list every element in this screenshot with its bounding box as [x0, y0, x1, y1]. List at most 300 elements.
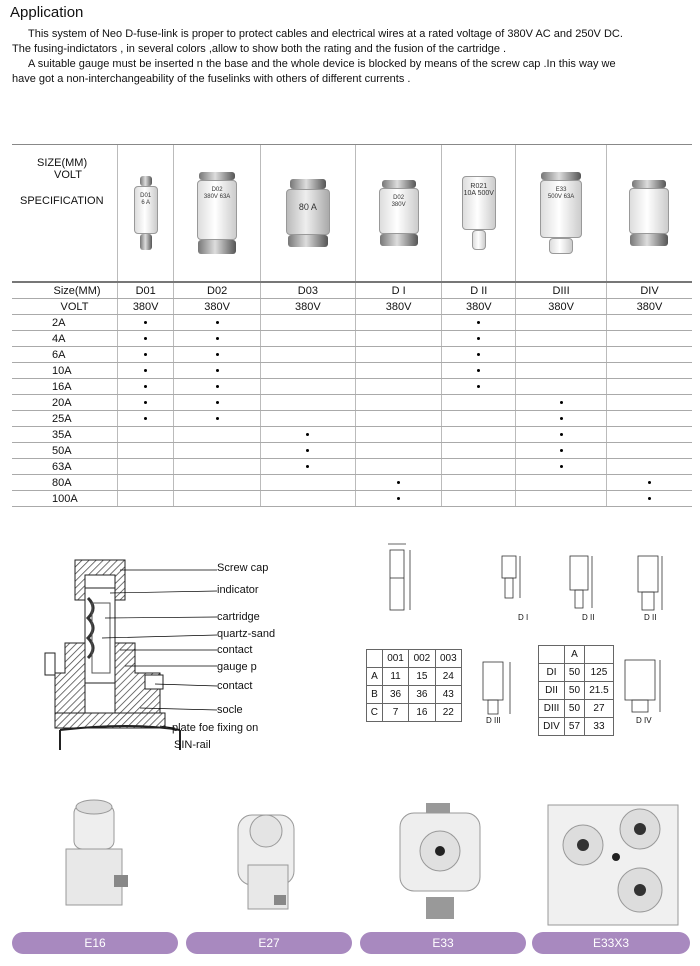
rating-row — [12, 379, 692, 395]
dimension-table-d-body — [539, 646, 614, 736]
availability-cell — [260, 395, 355, 411]
fuse-photo-d01 — [118, 145, 174, 283]
fuse-photo-diii — [516, 145, 607, 283]
dimension-cell: 001 — [382, 650, 408, 668]
available-dot — [648, 497, 651, 500]
base-label-e27: E27 — [186, 932, 352, 954]
dimension-cell: 50 — [565, 664, 585, 682]
available-dot — [216, 353, 219, 356]
dimension-cell: C — [367, 704, 383, 722]
fuse-d03-image — [286, 179, 330, 247]
rating-label-cell — [12, 427, 118, 443]
available-dot — [216, 417, 219, 420]
availability-cell — [174, 443, 261, 459]
dimension-cell: 002 — [409, 650, 435, 668]
availability-cell — [260, 363, 355, 379]
availability-cell — [516, 315, 607, 331]
available-dot — [306, 449, 309, 452]
availability-cell — [516, 491, 607, 507]
availability-cell — [516, 331, 607, 347]
availability-cell — [118, 427, 174, 443]
available-dot — [216, 385, 219, 388]
volt-header: VOLT — [54, 169, 82, 181]
availability-cell — [355, 347, 442, 363]
size-cell: DIII — [516, 282, 607, 299]
availability-cell — [118, 475, 174, 491]
availability-cell — [118, 347, 174, 363]
availability-cell — [442, 459, 516, 475]
availability-cell — [260, 491, 355, 507]
available-dot — [216, 337, 219, 340]
available-dot — [216, 369, 219, 372]
rating-label: 16A — [52, 380, 72, 393]
fuse-print-line: D01 — [140, 193, 152, 199]
rating-label: 10A — [52, 364, 72, 377]
availability-cell — [118, 315, 174, 331]
fuse-body — [462, 176, 496, 230]
availability-cell — [516, 459, 607, 475]
fuse-body — [134, 186, 158, 234]
availability-cell — [355, 411, 442, 427]
callout-indicator: indicator — [217, 584, 259, 596]
availability-cell — [118, 395, 174, 411]
availability-cell — [606, 331, 692, 347]
intro-paragraph-2: The fusing-indictators , in several colors ,allow to show both the rating and the fusion of the cartridge . — [12, 43, 507, 55]
availability-cell — [118, 491, 174, 507]
rating-row — [12, 331, 692, 347]
availability-cell — [118, 411, 174, 427]
intro-paragraph-1: This system of Neo D-fuse-link is proper to protect cables and electrical wires at a rated voltage of 380V AC and 250V DC. — [28, 28, 623, 40]
dimension-cell: A — [565, 646, 585, 664]
callout-cartridge: cartridge — [217, 611, 260, 623]
availability-cell — [118, 363, 174, 379]
availability-cell — [442, 491, 516, 507]
availability-cell — [118, 331, 174, 347]
availability-cell — [174, 411, 261, 427]
rating-label-cell — [12, 395, 118, 411]
rating-row — [12, 459, 692, 475]
fuse-print-line: 500V 63A — [547, 194, 575, 200]
availability-cell — [260, 443, 355, 459]
size-cell: D I — [355, 282, 442, 299]
callout-screw-cap: Screw cap — [217, 562, 269, 574]
availability-cell — [174, 459, 261, 475]
availability-cell — [174, 491, 261, 507]
availability-cell — [174, 347, 261, 363]
availability-cell — [516, 443, 607, 459]
dimension-cell: 43 — [435, 686, 461, 704]
dimension-row — [367, 686, 462, 704]
dimension-table-d0-body — [367, 650, 462, 722]
availability-cell — [174, 379, 261, 395]
rating-label: 63A — [52, 460, 72, 473]
rating-label: 6A — [52, 348, 66, 361]
dimension-cell: 24 — [435, 668, 461, 686]
availability-cell — [606, 411, 692, 427]
base-e16-graphic — [12, 795, 172, 927]
base-label-e16: E16 — [12, 932, 178, 954]
availability-cell — [442, 411, 516, 427]
availability-cell — [260, 427, 355, 443]
available-dot — [144, 417, 147, 420]
intro-paragraph-3: A suitable gauge must be inserted n the base and the whole device is blocked by means of the screw cap .In this way we — [28, 58, 616, 70]
availability-cell — [260, 459, 355, 475]
availability-cell — [442, 395, 516, 411]
availability-cell — [174, 331, 261, 347]
available-dot — [477, 385, 480, 388]
rating-label-cell — [12, 411, 118, 427]
available-dot — [306, 465, 309, 468]
volt-cell: 380V — [355, 299, 442, 315]
available-dot — [648, 481, 651, 484]
availability-cell — [442, 379, 516, 395]
fuse-cap — [541, 172, 581, 180]
available-dot — [560, 401, 563, 404]
spec-header-row — [12, 145, 692, 283]
dimension-row — [367, 704, 462, 722]
availability-cell — [442, 315, 516, 331]
available-dot — [560, 449, 563, 452]
dimension-cell: 50 — [565, 682, 585, 700]
fuse-dii-image — [462, 176, 496, 250]
availability-cell — [516, 427, 607, 443]
availability-cell — [442, 347, 516, 363]
dimension-cell: 003 — [435, 650, 461, 668]
rating-label: 50A — [52, 444, 72, 457]
availability-cell — [118, 443, 174, 459]
availability-cell — [606, 379, 692, 395]
fuse-photo-d03 — [260, 145, 355, 283]
availability-cell — [516, 411, 607, 427]
fuse-cap — [290, 179, 326, 189]
rating-label: 35A — [52, 428, 72, 441]
fuse-print-line: 80 A — [298, 202, 317, 212]
rating-row — [12, 427, 692, 443]
availability-cell — [606, 427, 692, 443]
availability-cell — [355, 443, 442, 459]
availability-cell — [174, 395, 261, 411]
rating-rows — [12, 315, 692, 507]
fuse-contact — [140, 234, 152, 250]
rating-label-cell — [12, 331, 118, 347]
available-dot — [477, 353, 480, 356]
rating-label-cell — [12, 443, 118, 459]
available-dot — [560, 433, 563, 436]
fuse-cap — [140, 176, 152, 186]
base-e16-photo — [12, 795, 172, 927]
base-label-e33x3: E33X3 — [532, 932, 690, 954]
volt-row — [12, 299, 692, 315]
dimension-cell: DIII — [539, 700, 565, 718]
availability-cell — [355, 379, 442, 395]
fuse-cap — [632, 180, 666, 188]
spec-header: SPECIFICATION — [20, 195, 104, 207]
dimension-cell: DIV — [539, 718, 565, 736]
availability-cell — [355, 395, 442, 411]
availability-cell — [174, 475, 261, 491]
fuse-spec-table — [12, 144, 692, 507]
fuse-print-line: E33 — [555, 187, 567, 193]
availability-cell — [442, 443, 516, 459]
size-row — [12, 282, 692, 299]
dimension-cell: DI — [539, 664, 565, 682]
dimension-cell: A — [367, 668, 383, 686]
label-d-iii: D III — [486, 716, 501, 725]
fuse-div-image — [629, 180, 669, 246]
volt-row-label: VOLT — [12, 299, 118, 315]
dimension-cell: 36 — [409, 686, 435, 704]
availability-cell — [516, 379, 607, 395]
fuse-print-line: D02 — [393, 195, 405, 201]
fuse-cap — [382, 180, 416, 188]
label-d-ii-a: D II — [582, 613, 595, 622]
rating-label-cell — [12, 491, 118, 507]
fuse-photo-dii — [442, 145, 516, 283]
fuse-diii-image — [540, 172, 582, 254]
available-dot — [306, 433, 309, 436]
availability-cell — [260, 347, 355, 363]
callout-socle: socle — [217, 704, 243, 716]
fuse-contact — [630, 234, 668, 246]
availability-cell — [442, 363, 516, 379]
volt-cell: 380V — [442, 299, 516, 315]
fuse-di-image — [379, 180, 419, 246]
dimension-cell: 11 — [382, 668, 408, 686]
availability-cell — [442, 427, 516, 443]
availability-cell — [260, 315, 355, 331]
size-cell: D03 — [260, 282, 355, 299]
dimension-cell: 33 — [584, 718, 613, 736]
base-e27-graphic — [190, 795, 350, 927]
available-dot — [560, 465, 563, 468]
dimension-cell — [367, 650, 383, 668]
fuse-print-line: D02 — [211, 187, 223, 193]
dimension-cell: 16 — [409, 704, 435, 722]
rating-row — [12, 411, 692, 427]
size-cell: DIV — [606, 282, 692, 299]
available-dot — [477, 337, 480, 340]
dimension-cell: 27 — [584, 700, 613, 718]
dimension-row — [539, 646, 614, 664]
dimension-cell: 15 — [409, 668, 435, 686]
label-d-iv: D IV — [636, 716, 652, 725]
dimension-cell: 22 — [435, 704, 461, 722]
fuse-body — [379, 188, 419, 234]
fuse-photo-div — [606, 145, 692, 283]
rating-label-cell — [12, 347, 118, 363]
fuse-d02-image — [197, 172, 237, 254]
available-dot — [397, 497, 400, 500]
availability-cell — [260, 411, 355, 427]
dimension-cell: 125 — [584, 664, 613, 682]
rating-label-cell — [12, 459, 118, 475]
fuse-body — [197, 180, 237, 240]
fuse-d01-image — [134, 176, 158, 250]
fuse-print — [198, 181, 236, 201]
availability-cell — [606, 347, 692, 363]
rating-row — [12, 363, 692, 379]
available-dot — [397, 481, 400, 484]
dimension-row — [367, 650, 462, 668]
availability-cell — [355, 427, 442, 443]
availability-cell — [442, 475, 516, 491]
availability-cell — [606, 459, 692, 475]
availability-cell — [355, 331, 442, 347]
fuse-cap — [199, 172, 235, 180]
availability-cell — [118, 379, 174, 395]
dimension-cell — [584, 646, 613, 664]
available-dot — [144, 401, 147, 404]
rating-row — [12, 315, 692, 331]
available-dot — [144, 337, 147, 340]
available-dot — [216, 321, 219, 324]
availability-cell — [606, 363, 692, 379]
available-dot — [560, 417, 563, 420]
availability-cell — [355, 459, 442, 475]
dimension-cell: B — [367, 686, 383, 704]
rating-label: 80A — [52, 476, 72, 489]
dimension-cell: DII — [539, 682, 565, 700]
fuse-contact — [288, 235, 328, 247]
dimension-cell: 57 — [565, 718, 585, 736]
availability-cell — [606, 475, 692, 491]
fuse-print — [135, 187, 157, 207]
callout-contact-bottom: contact — [217, 680, 253, 692]
rating-row — [12, 395, 692, 411]
fuse-print-line: 380V 63A — [203, 194, 231, 200]
base-e33-graphic — [368, 795, 528, 927]
dimension-row — [539, 664, 614, 682]
rating-label-cell — [12, 363, 118, 379]
availability-cell — [516, 475, 607, 491]
callout-quartz-sand: quartz-sand — [217, 628, 276, 640]
callout-sin-rail: SIN-rail — [174, 739, 211, 751]
availability-cell — [606, 491, 692, 507]
fuse-photo-di — [355, 145, 442, 283]
available-dot — [144, 321, 147, 324]
size-cell: D II — [442, 282, 516, 299]
fuse-body — [286, 189, 330, 235]
intro-paragraph-4: have got a non-interchangeability of the fuselinks with others of different currents . — [12, 73, 411, 85]
availability-cell — [606, 395, 692, 411]
availability-cell — [606, 315, 692, 331]
size-cell: D01 — [118, 282, 174, 299]
availability-cell — [174, 427, 261, 443]
availability-cell — [174, 363, 261, 379]
fuse-body — [629, 188, 669, 234]
volt-cell: 380V — [260, 299, 355, 315]
available-dot — [477, 321, 480, 324]
base-e33-photo — [368, 795, 528, 927]
volt-cell: 380V — [118, 299, 174, 315]
fuse-print-line: 380V — [391, 202, 406, 208]
dimension-row — [539, 718, 614, 736]
availability-cell — [260, 331, 355, 347]
size-header: SIZE(MM) — [37, 157, 88, 169]
availability-cell — [260, 475, 355, 491]
available-dot — [144, 369, 147, 372]
rating-row — [12, 443, 692, 459]
rating-label: 25A — [52, 412, 72, 425]
fuse-print-line: 10A 500V — [463, 190, 494, 197]
availability-cell — [355, 363, 442, 379]
availability-cell — [606, 443, 692, 459]
base-label-e33: E33 — [360, 932, 526, 954]
dimension-cell — [539, 646, 565, 664]
available-dot — [477, 369, 480, 372]
rating-label-cell — [12, 475, 118, 491]
fuse-photo-d02 — [174, 145, 261, 283]
availability-cell — [260, 379, 355, 395]
size-row-label: Size(MM) — [12, 282, 118, 299]
rating-label: 4A — [52, 332, 66, 345]
size-cell: D02 — [174, 282, 261, 299]
spec-header-label — [12, 145, 118, 283]
available-dot — [216, 401, 219, 404]
callout-plate: plate foe fixing on — [172, 722, 259, 734]
availability-cell — [355, 475, 442, 491]
base-e27-photo — [190, 795, 350, 927]
fuse-body — [540, 180, 582, 238]
dimension-row — [367, 668, 462, 686]
dimension-table-d0 — [366, 649, 462, 722]
page-title: Application — [10, 4, 84, 21]
dimension-cell: 21.5 — [584, 682, 613, 700]
fuse-print — [541, 181, 581, 201]
fuse-tip — [549, 238, 573, 254]
rating-label: 2A — [52, 316, 66, 329]
availability-cell — [174, 315, 261, 331]
callout-contact-top: contact — [217, 644, 253, 656]
dimension-row — [539, 682, 614, 700]
availability-cell — [118, 459, 174, 475]
fuse-tip — [472, 230, 486, 250]
availability-cell — [442, 331, 516, 347]
label-d-ii-b: D II — [644, 613, 657, 622]
available-dot — [144, 353, 147, 356]
volt-cell: 380V — [516, 299, 607, 315]
base-e33x3-graphic — [538, 795, 698, 927]
volt-cell: 380V — [174, 299, 261, 315]
availability-cell — [516, 395, 607, 411]
fuse-contact — [198, 240, 236, 254]
intro-text — [12, 27, 692, 87]
rating-row — [12, 475, 692, 491]
rating-row — [12, 491, 692, 507]
fuse-print — [463, 177, 495, 197]
rating-row — [12, 347, 692, 363]
available-dot — [144, 385, 147, 388]
fuse-print-line: 6 A — [141, 200, 151, 206]
dimension-cell: 50 — [565, 700, 585, 718]
rating-label-cell — [12, 379, 118, 395]
rating-label: 100A — [52, 492, 78, 505]
volt-cell: 380V — [606, 299, 692, 315]
dimension-cell: 7 — [382, 704, 408, 722]
availability-cell — [516, 347, 607, 363]
base-e33x3-photo — [538, 795, 698, 927]
dimension-row — [539, 700, 614, 718]
fuse-print-line: R021 — [470, 183, 488, 190]
dimension-cell: 36 — [382, 686, 408, 704]
availability-cell — [355, 315, 442, 331]
callout-gauge: gauge p — [217, 661, 257, 673]
rating-label-cell — [12, 315, 118, 331]
dimension-table-d — [538, 645, 614, 736]
label-d-i: D I — [518, 613, 529, 622]
fuse-print — [380, 189, 418, 209]
availability-cell — [355, 491, 442, 507]
